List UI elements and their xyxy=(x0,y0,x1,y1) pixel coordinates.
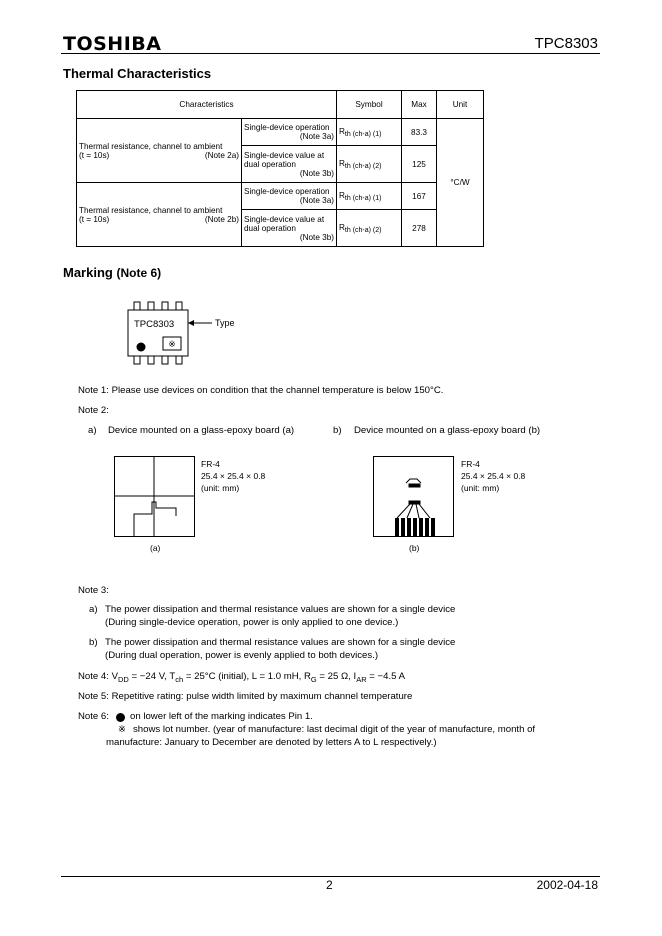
note-6-label: Note 6: xyxy=(78,711,109,722)
table-row-max: 125 xyxy=(402,146,437,183)
table-row-desc: Single-device operation (Note 3a) xyxy=(242,119,337,146)
note-6-line3: manufacture: January to December are denoted by letters A to L respectively.) xyxy=(106,737,437,748)
note-3b-letter: b) xyxy=(89,637,98,648)
board-b-diagram xyxy=(373,456,455,538)
table-row-symbol: $R_{th (ch-a) (1)}$ xyxy=(337,119,402,146)
note-2a: Device mounted on a glass-epoxy board (a) xyxy=(108,425,295,436)
toshiba-logo: TOSHIBA xyxy=(63,33,162,55)
table-row-max: 167 xyxy=(402,183,437,210)
note-2a-letter: a) xyxy=(88,425,97,436)
arrow-icon xyxy=(188,320,194,326)
table-row-symbol: $R_{th (ch-a) (2)}$ xyxy=(337,146,402,183)
lot-symbol-icon: ※ xyxy=(118,724,127,735)
col-max: Max xyxy=(402,91,437,119)
header-rule xyxy=(61,53,600,54)
type-label: Type xyxy=(215,318,235,328)
table-row-desc: Single-device operation (Note 3a) xyxy=(242,183,337,210)
board-a-specs: FR-4 25.4 × 25.4 × 0.8 (unit: mm) xyxy=(201,459,266,493)
marking-diagram xyxy=(120,296,260,372)
table-row-symbol: $R_{th (ch-a) (1)}$ xyxy=(337,183,402,210)
chip-text: TPC8303 xyxy=(134,319,175,330)
table-row-symbol: $R_{th (ch-a) (2)}$ xyxy=(337,210,402,247)
note-2b-letter: b) xyxy=(333,425,342,436)
pin1-dot-icon xyxy=(116,713,125,722)
board-b-caption: (b) xyxy=(409,543,420,553)
board-a-caption: (a) xyxy=(150,543,161,553)
table-group-label: Thermal resistance, channel to ambient (t = 10s) (Note 2a) xyxy=(77,119,242,183)
lot-symbol-icon: ※ xyxy=(168,340,176,350)
board-a-diagram xyxy=(114,456,196,538)
part-number: TPC8303 xyxy=(534,35,598,52)
thermal-table xyxy=(76,90,484,247)
col-characteristics: Characteristics xyxy=(77,91,337,119)
note-2-label: Note 2: xyxy=(78,405,109,416)
table-row-max: 278 xyxy=(402,210,437,247)
note-3a: The power dissipation and thermal resistance values are shown for a single device (During single-device operation, power is only applied to one device.) xyxy=(105,604,456,628)
note-1: Note 1: Please use devices on condition that the channel temperature is below 150°C. xyxy=(78,385,444,396)
table-row-max: 83.3 xyxy=(402,119,437,146)
col-unit: Unit xyxy=(437,91,484,119)
note-5: Note 5: Repetitive rating: pulse width limited by maximum channel temperature xyxy=(78,691,413,702)
note-3-label: Note 3: xyxy=(78,585,109,596)
footer-rule xyxy=(61,876,600,877)
table-row-desc: Single-device value at dual operation (Note 3b) xyxy=(242,210,337,247)
footer-date: 2002-04-18 xyxy=(536,878,598,892)
table-row-desc: Single-device value at dual operation (Note 3b) xyxy=(242,146,337,183)
note-3b: The power dissipation and thermal resistance values are shown for a single device (During dual operation, power is evenly applied to both devices.) xyxy=(105,637,456,661)
table-group-label: Thermal resistance, channel to ambient (t = 10s) (Note 2b) xyxy=(77,183,242,247)
unit-cell: °C/W xyxy=(437,119,484,247)
note-6-line1: on lower left of the marking indicates Pin 1. xyxy=(130,711,313,722)
note-4: Note 4: $V_{DD} = -24$ V, $T_{ch} = 25^\circ C$ (initial), L = 1.0 mH, $R_G = 25$ Ω, $I_{AR} = -4.5$ A xyxy=(78,671,406,684)
thermal-title: Thermal Characteristics xyxy=(63,66,212,81)
note-6-line2: shows lot number. (year of manufacture: last decimal digit of the year of manufacture, month of xyxy=(133,724,536,735)
page-number: 2 xyxy=(326,878,333,892)
col-symbol: Symbol xyxy=(337,91,402,119)
note-3a-letter: a) xyxy=(89,604,98,615)
note-2b: Device mounted on a glass-epoxy board (b) xyxy=(354,425,541,436)
pin1-dot-icon xyxy=(137,343,146,352)
board-b-specs: FR-4 25.4 × 25.4 × 0.8 (unit: mm) xyxy=(461,459,526,493)
marking-title: Marking (Note 6) xyxy=(63,265,162,280)
